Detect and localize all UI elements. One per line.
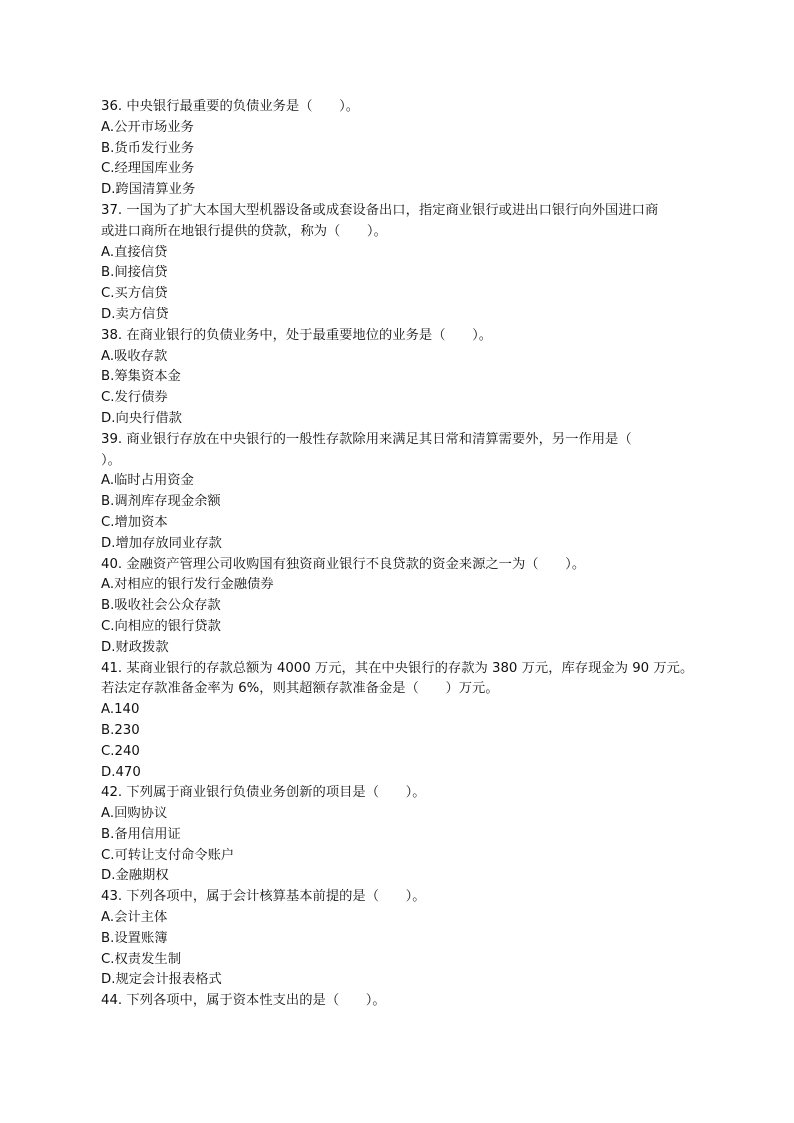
q42-option-a: A.回购协议: [101, 806, 168, 822]
q41-option-c: C.240: [101, 743, 140, 759]
q37-option-c: C.买方信贷: [101, 286, 168, 302]
q40-option-c: C.向相应的银行贷款: [101, 618, 221, 634]
q37-option-b: B.间接信贷: [101, 265, 168, 281]
q41-stem-line2: 若法定存款准备金率为 6%，则其超额存款准备金是（ ）万元。: [101, 681, 499, 697]
q43-option-d: D.规定会计报表格式: [101, 972, 222, 988]
q42-option-b: B.备用信用证: [101, 826, 181, 842]
q37-option-a: A.直接信贷: [101, 244, 168, 260]
q37-stem-line1: 37. 一国为了扩大本国大型机器设备或成套设备出口，指定商业银行或进出口银行向外国进口商: [101, 202, 659, 218]
q44-stem: 44. 下列各项中，属于资本性支出的是（ ）。: [101, 993, 386, 1009]
q36-option-c: C.经理国库业务: [101, 161, 195, 177]
q38-option-c: C.发行债券: [101, 390, 168, 406]
document-body: [101, 97, 741, 1012]
q37-option-d: D.卖方信贷: [101, 306, 169, 322]
q42-stem: 42. 下列属于商业银行负债业务创新的项目是（ ）。: [101, 785, 426, 801]
q43-option-a: A.会计主体: [101, 910, 168, 926]
q39-option-d: D.增加存放同业存款: [101, 535, 222, 551]
q38-option-b: B.筹集资本金: [101, 369, 181, 385]
q36-stem: 36. 中央银行最重要的负债业务是（ ）。: [101, 99, 360, 114]
q41-option-b: B.230: [101, 722, 140, 738]
q42-option-c: C.可转让支付命令账户: [101, 847, 235, 863]
q42-option-d: D.金融期权: [101, 868, 169, 884]
q40-stem: 40. 金融资产管理公司收购国有独资商业银行不良贷款的资金来源之一为（ ）。: [101, 556, 586, 572]
q41-stem-line1: 41. 某商业银行的存款总额为 4000 万元，其在中央银行的存款为 380 万元，库存现金为 90 万元。: [101, 660, 694, 676]
q41-option-a: A.140: [101, 702, 140, 718]
q40-option-b: B.吸收社会公众存款: [101, 598, 221, 614]
q36-option-a: A.公开市场业务: [101, 119, 194, 135]
q43-stem: 43. 下列各项中，属于会计核算基本前提的是（ ）。: [101, 889, 426, 905]
q38-option-a: A.吸收存款: [101, 348, 168, 364]
q39-option-a: A.临时占用资金: [101, 473, 194, 489]
q40-option-d: D.财政拨款: [101, 639, 169, 655]
q43-option-c: C.权责发生制: [101, 951, 181, 967]
q39-stem-line2: ）。: [101, 452, 121, 468]
q36-option-d: D.跨国清算业务: [101, 182, 196, 198]
q38-stem: 38. 在商业银行的负债业务中，处于最重要地位的业务是（ ）。: [101, 327, 493, 343]
q39-option-c: C.增加资本: [101, 514, 168, 530]
q39-stem-line1: 39. 商业银行存放在中央银行的一般性存款除用来满足其日常和清算需要外，另一作用是（: [101, 431, 632, 447]
q41-option-d: D.470: [101, 764, 141, 780]
q36-option-b: B.货币发行业务: [101, 140, 195, 156]
q37-stem-line2: 或进口商所在地银行提供的贷款，称为（ ）。: [101, 223, 387, 239]
q38-option-d: D.向央行借款: [101, 410, 182, 426]
q43-option-b: B.设置账簿: [101, 930, 168, 946]
q40-option-a: A.对相应的银行发行金融债券: [101, 577, 274, 593]
q39-option-b: B.调剂库存现金余额: [101, 494, 221, 510]
